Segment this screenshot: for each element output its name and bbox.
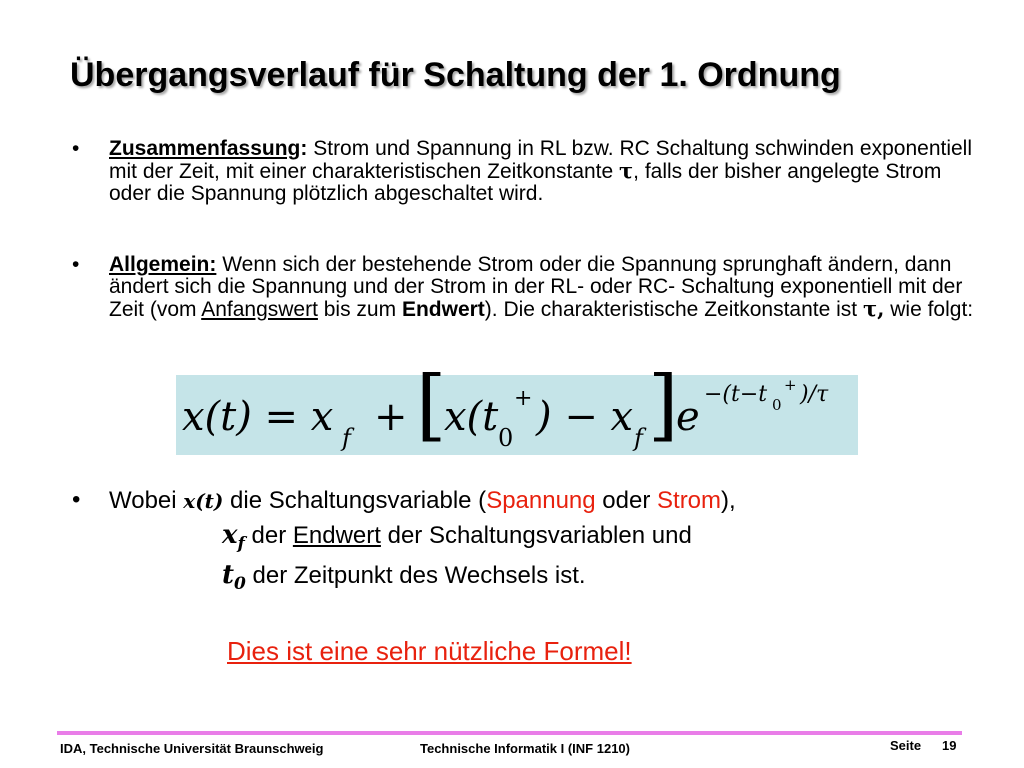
formula-e: e	[676, 394, 700, 440]
bullet-general	[109, 254, 979, 321]
bullet-marker: •	[72, 253, 80, 276]
general-label: Allgemein:	[109, 253, 217, 276]
summary-colon: :	[300, 137, 308, 160]
formula-bracket-open: [	[416, 360, 447, 450]
anfangswert-term: Anfangswert	[201, 298, 318, 321]
summary-label: Zusammenfassung	[109, 137, 301, 160]
formula-exp-plus: +	[784, 376, 797, 394]
slide-title: Übergangsverlauf für Schaltung der 1. Ordnung	[70, 56, 841, 94]
wobei-text: Wobei	[109, 487, 184, 514]
xf-endwert: Endwert	[292, 522, 381, 549]
general-text-1: Wenn sich der bestehende Strom oder die Spannung sprunghaft ändern, dann ändert sich die Spannung und der Strom in der RL- oder RC- Schaltung exponentiell mit der Zeit (vom	[109, 253, 963, 321]
xf-definition	[222, 521, 692, 558]
footer-page-number: 19	[942, 738, 957, 753]
wobei-text-2: ),	[721, 487, 736, 514]
general-text-3: ). Die charakteristische Zeitkonstante ist	[484, 298, 863, 321]
endwert-term: Endwert	[401, 298, 485, 321]
general-tau: τ,	[862, 296, 885, 321]
t0-definition	[222, 561, 586, 598]
formula-sup-plus: +	[514, 386, 533, 411]
formula-sub-f2: f	[634, 424, 643, 452]
summary-text-b: , falls der bisher angelegte Strom oder die Spannung plötzlich abgeschaltet wird.	[109, 160, 942, 205]
spannung-term: Spannung	[486, 487, 596, 514]
formula-exp-zero: 0	[772, 396, 782, 414]
formula-lhs: x(t) = x	[182, 394, 334, 440]
formula-sub-zero: 0	[498, 424, 514, 452]
bullet-wobei	[109, 487, 979, 515]
footer-seite-label: Seite	[890, 738, 922, 753]
formula-mid: x(t	[444, 394, 499, 440]
xf-text-1: der	[244, 522, 293, 549]
formula-exp: −(t−t	[704, 382, 768, 407]
formula-sub-f1: f	[342, 424, 351, 452]
general-text-2: bis zum	[317, 298, 402, 321]
wobei-text-1: die Schaltungsvariable (	[223, 487, 487, 514]
formula	[176, 360, 858, 458]
formula-plus: +	[374, 394, 408, 440]
footer-divider	[57, 731, 962, 735]
strom-term: Strom	[657, 487, 722, 514]
footer-institution: IDA, Technische Universität Braunschweig	[60, 741, 324, 756]
summary-text-a: Strom und Spannung in RL bzw. RC Schaltung schwinden exponentiell mit der Zeit, mit einer charakteristischen Zeitkonstante	[109, 137, 973, 183]
oder-text: oder	[595, 487, 658, 514]
summary-tau: τ	[619, 158, 634, 183]
xt-variable: x(t)	[183, 489, 224, 513]
t0-variable: $t_0$	[222, 560, 246, 595]
xf-variable: $x_f$	[222, 520, 245, 555]
general-text-4: wie folgt:	[884, 298, 974, 321]
bullet-marker: •	[72, 486, 81, 513]
useful-formula-note: Dies ist eine sehr nützliche Formel!	[227, 636, 632, 666]
xf-text-2: der Schaltungsvariablen und	[380, 522, 692, 549]
formula-bracket-close: ]	[648, 360, 679, 450]
bullet-marker: •	[72, 137, 80, 160]
t0-text: der Zeitpunkt des Wechsels ist.	[245, 562, 586, 589]
formula-mid2: ) − x	[536, 394, 634, 440]
formula-exp-end: )/τ	[800, 382, 829, 407]
footer-course: Technische Informatik I (INF 1210)	[420, 741, 630, 756]
bullet-summary	[109, 138, 979, 205]
